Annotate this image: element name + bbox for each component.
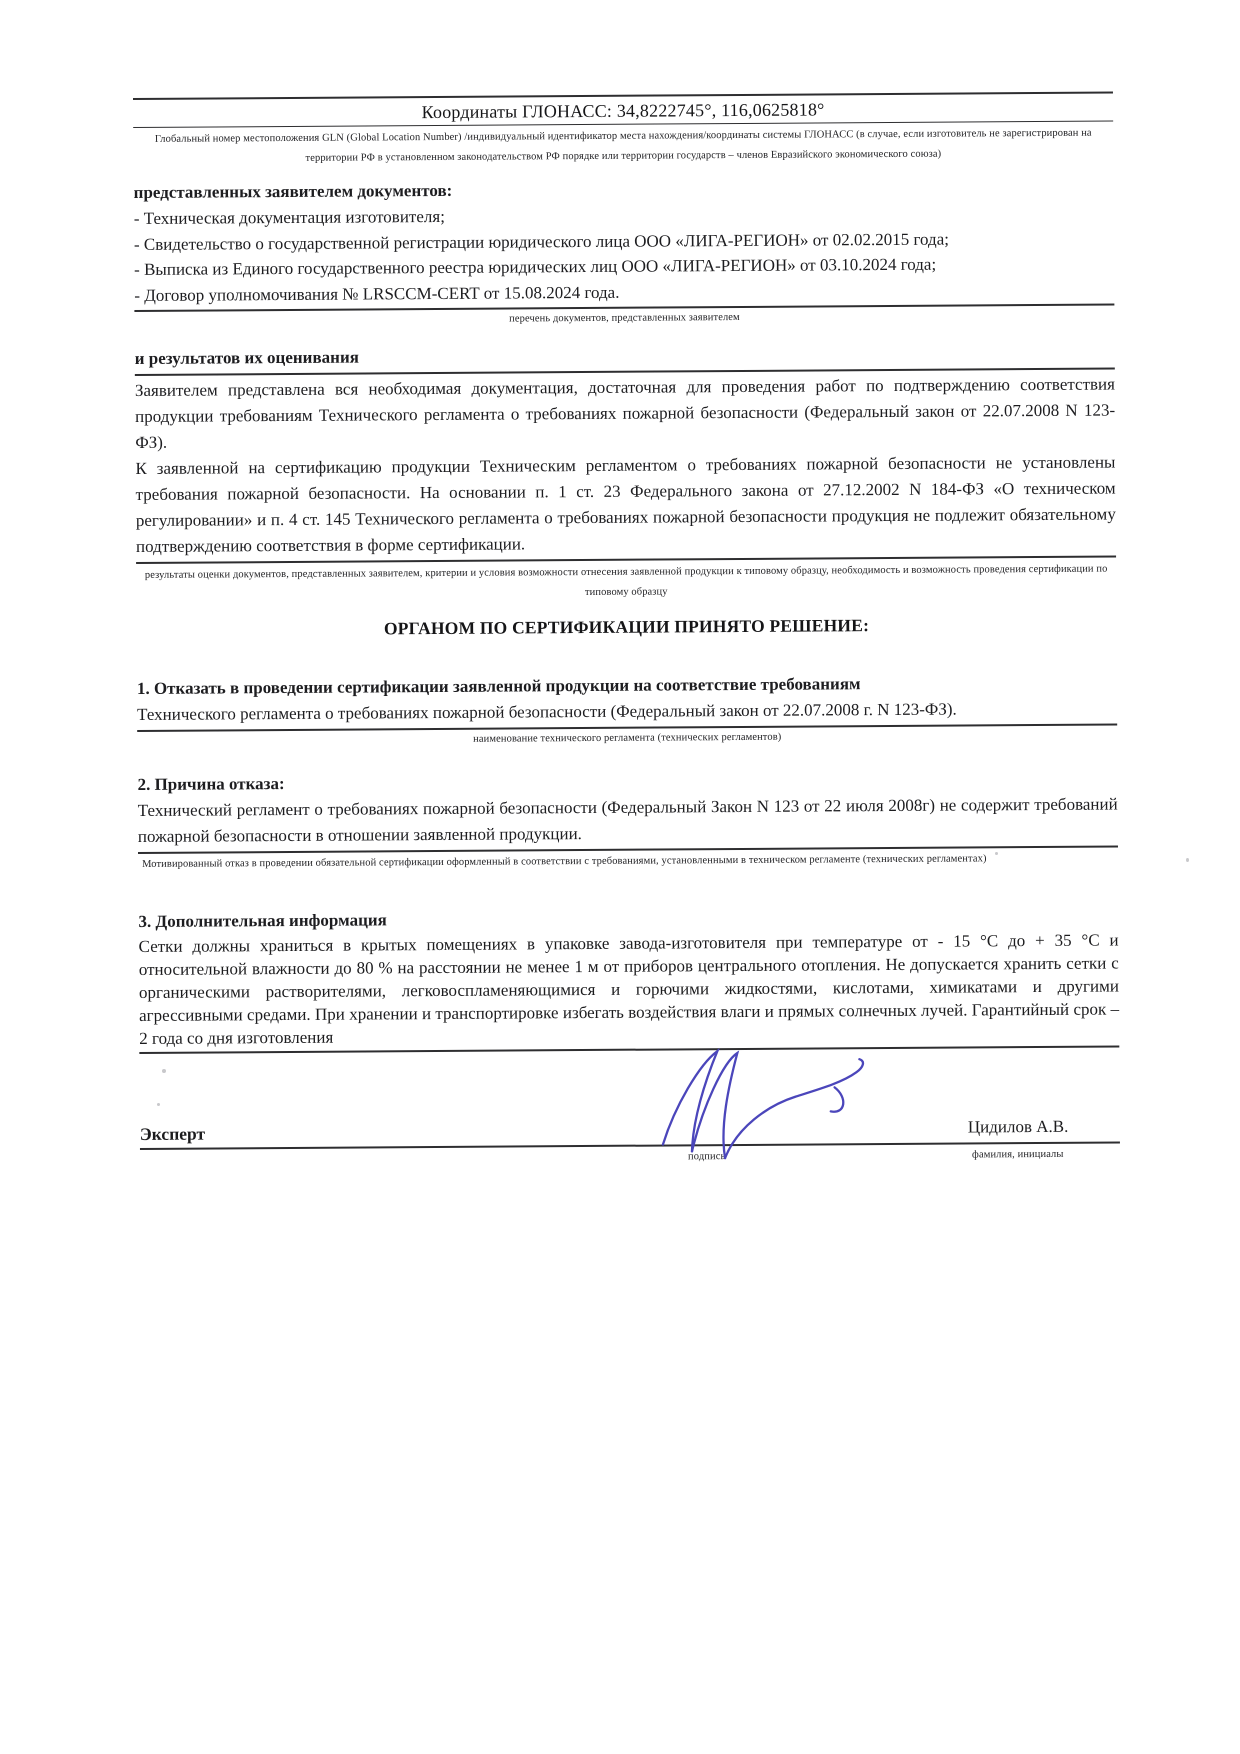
scan-artifact: [1186, 858, 1189, 862]
scan-artifact: [157, 1103, 160, 1106]
signature-ink: [662, 1050, 863, 1158]
glonass-coordinates: Координаты ГЛОНАСС: 34,8222745°, 116,0625818°: [421, 99, 825, 123]
item2-text: Технический регламент о требованиях пожарной безопасности (Федеральный Закон N 123 от 22 июля 2008г) не содержит требований пожарной безопасности в отношении заявленной продукции.: [138, 791, 1118, 853]
signature-caption: подпись: [687, 1151, 726, 1163]
glonass-caption: Глобальный номер местоположения GLN (Global Location Number) /индивидуальный идентификатор места нахождения/координаты системы ГЛОНАСС (в случае, если изготовитель не зарегистрирован на территории РФ в установленном законодательством РФ порядке или территории государств – членов Евразийского экономического союза): [154, 127, 1092, 164]
item2-header: 2. Причина отказа:: [137, 774, 285, 794]
evaluation-paragraph-2: К заявленной на сертификацию продукции Техническим регламентом о требованиях пожарной безопасности не установлены требования пожарной безопасности. На основании п. 1 ст. 23 Федерального закона от 27.12.2002 N 184-ФЗ «О техническом регулировании» и п. 4 ст. 145 Технического регламента о требованиях пожарной безопасности продукция не подлежит обязательному подтверждению соответствия в форме сертификации.: [135, 449, 1116, 563]
decision-item-2: [137, 765, 1118, 874]
certificate-decision-page: [133, 92, 1120, 1172]
evaluation-paragraph-1: Заявителем представлена вся необходимая документация, достаточная для проведения работ по подтверждению соответствия продукции требованиям Технического регламента о требованиях пожарной безопасности (Федеральный закон от 22.07.2008 N 123-ФЗ).: [134, 374, 1116, 452]
doc-item: - Выписка из Единого государственного реестра юридических лиц ООО «ЛИГА-РЕГИОН» от 03.10.2024 года;: [134, 254, 937, 279]
decision-item-3: [138, 902, 1119, 1053]
evaluation-header: и результатов их оценивания: [135, 339, 1115, 375]
submitted-docs-caption: перечень документов, представленных заявителем: [509, 311, 740, 325]
evaluation-caption: результаты оценки документов, представленных заявителем, критерии и условия возможности отнесения заявленной продукции к типовому образцу, необходимость и возможность проведения сертификации по типовому образцу: [144, 563, 1108, 599]
submitted-docs-header: представленных заявителем документов:: [133, 180, 453, 202]
expert-name: Цидилов А.В.: [967, 1116, 1069, 1137]
name-caption: фамилия, инициалы: [971, 1148, 1064, 1161]
signature-row: [140, 1081, 1120, 1149]
item3-text: Сетки должны храниться в крытых помещениях в упаковке завода-изготовителя при температуре от - 15 °С до + 35 °С и относительной влажности до 80 % на расстоянии не менее 1 м от приборов центрального отопления. Не допускается хранить сетки с органическими растворителями, легковоспламеняющимися и горючими жидкостями, кислотами, химикатами и другими агрессивными средами. При хранении и транспортировке избегать воздействия влаги и прямых солнечных лучей. Гарантийный срок – 2 года со дня изготовления: [139, 928, 1120, 1053]
item3-header: 3. Дополнительная информация: [138, 910, 387, 931]
item1-bold-line: 1. Отказать в проведении сертификации заявленной продукции на соответствие требованиям: [136, 674, 861, 698]
doc-item: - Техническая документация изготовителя;: [133, 206, 445, 228]
doc-item: - Свидетельство о государственной регистрации юридического лица ООО «ЛИГА-РЕГИОН» от 02.02.2015 года;: [133, 229, 949, 254]
decision-item-1: [137, 669, 1117, 751]
expert-label: Эксперт: [139, 1123, 206, 1144]
expert-signature: [644, 1047, 875, 1161]
scan-artifact: [995, 852, 998, 855]
scan-artifact: [162, 1069, 166, 1073]
item1-regular-line: Технического регламента о требованиях пожарной безопасности (Федеральный закон от 22.07.2008 г. N 123-ФЗ).: [137, 695, 1117, 731]
submitted-docs-list: [134, 199, 1115, 311]
item2-caption: Мотивированный отказ в проведении обязательной сертификации оформленный в соответствии с требованиями, установленными в техническом регламенте (технических регламентах): [142, 853, 987, 870]
item1-caption: наименование технического регламента (технических регламентов): [473, 731, 782, 745]
doc-item: - Договор уполномочивания № LRSCCM-CERT от 15.08.2024 года.: [134, 282, 620, 305]
decision-heading: ОРГАНОМ ПО СЕРТИФИКАЦИИ ПРИНЯТО РЕШЕНИЕ:: [383, 615, 870, 639]
